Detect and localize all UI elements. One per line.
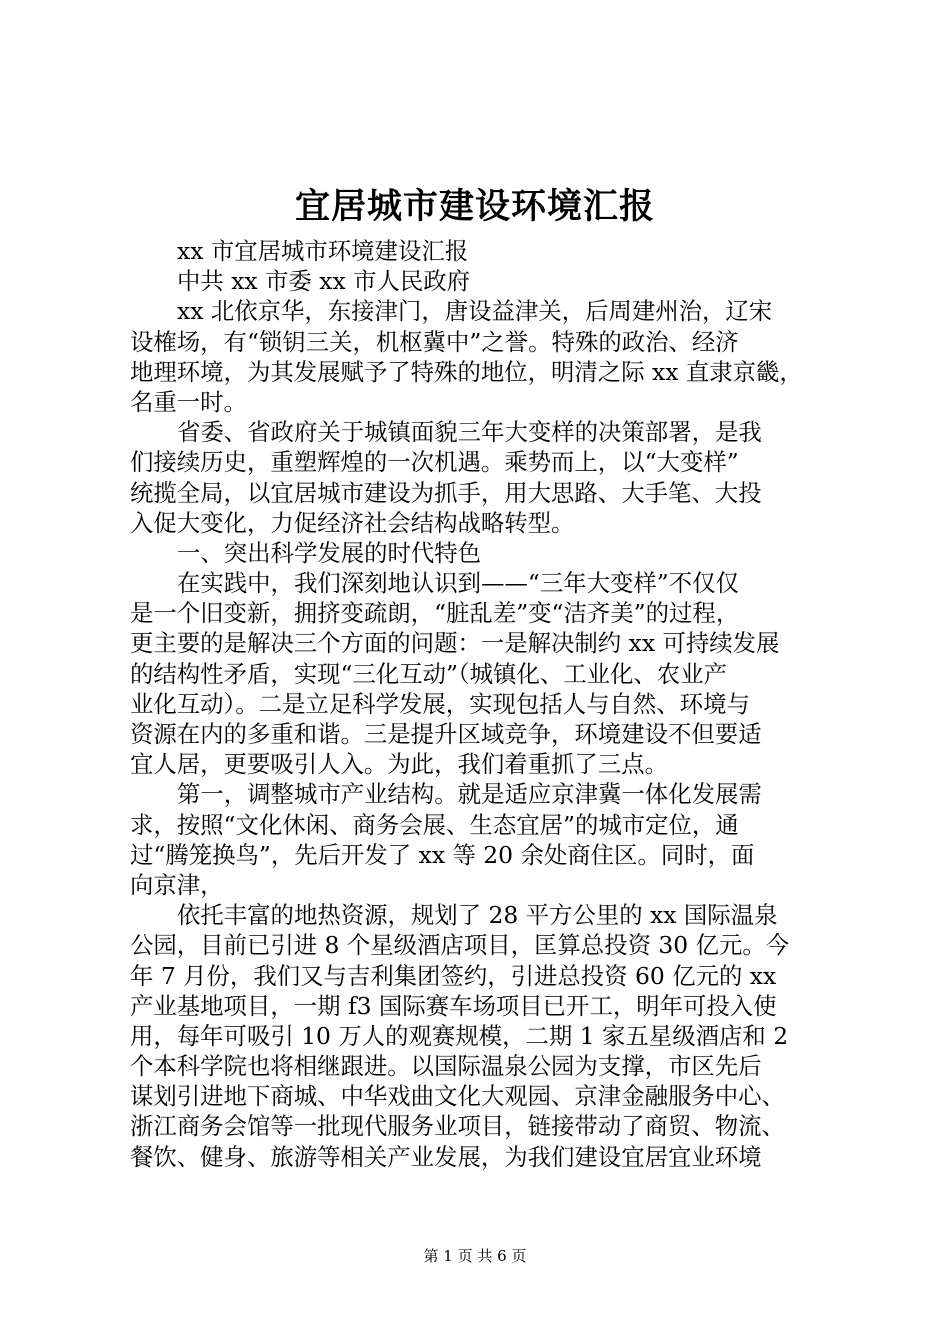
paragraph-line: 更主要的是解决三个方面的问题：一是解决制约 xx 可持续发展 bbox=[130, 629, 780, 658]
paragraph-line: 资源在内的多重和谐。三是提升区域竞争，环境建设不但要适 bbox=[130, 720, 762, 748]
paragraph-line: xx 北依京华，东接津门，唐设益津关，后周建州治，辽宋 bbox=[177, 297, 773, 326]
paragraph-line: 的结构性矛盾，实现“三化互动”（城镇化、工业化、农业产 bbox=[130, 659, 727, 688]
paragraph-line: 地理环境，为其发展赋予了特殊的地位，明清之际 xx 直隶京畿， bbox=[130, 357, 803, 386]
paragraph-line: 宜人居，更要吸引人入。为此，我们着重抓了三点。 bbox=[130, 750, 668, 779]
paragraph-line: 年 7 月份，我们又与吉利集团签约，引进总投资 60 亿元的 xx bbox=[130, 961, 777, 990]
paragraph-line: 统揽全局，以宜居城市建设为抓手，用大思路、大手笔、大投 bbox=[130, 478, 762, 507]
paragraph-line: 个本科学院也将相继跟进。以国际温泉公园为支撑，市区先后 bbox=[130, 1052, 762, 1081]
section-heading: 一、突出科学发展的时代特色 bbox=[177, 538, 482, 567]
paragraph-line: 业化互动）。二是立足科学发展，实现包括人与自然、环境与 bbox=[130, 689, 750, 718]
paragraph-line: 入促大变化，力促经济社会结构战略转型。 bbox=[130, 508, 575, 537]
page-number-footer: 第 1 页 共 6 页 bbox=[423, 1247, 527, 1265]
paragraph-line: 设榷场，有“锁钥三关，机枢冀中”之誉。特殊的政治、经济 bbox=[130, 327, 739, 356]
paragraph-line: 是一个旧变新，拥挤变疏朗，“脏乱差”变“洁齐美”的过程， bbox=[130, 599, 740, 628]
paragraph-line: 用，每年可吸引 10 万人的观赛规模，二期 1 家五星级酒店和 2 bbox=[130, 1021, 789, 1050]
paragraph-line: 名重一时。 bbox=[130, 387, 247, 416]
paragraph-line: 过“腾笼换鸟”，先后开发了 xx 等 20 余处商住区。同时，面 bbox=[130, 840, 755, 869]
paragraph-line: 中共 xx 市委 xx 市人民政府 bbox=[177, 267, 471, 296]
paragraph-line: 依托丰富的地热资源，规划了 28 平方公里的 xx 国际温泉 bbox=[177, 901, 778, 930]
paragraph-line: 谋划引进地下商城、中华戏曲文化大观园、京津金融服务中心、 bbox=[130, 1082, 785, 1111]
paragraph-line: 求，按照“文化休闲、商务会展、生态宜居”的城市定位，通 bbox=[130, 810, 739, 839]
paragraph-line: xx 市宜居城市环境建设汇报 bbox=[177, 237, 469, 265]
paragraph-line: 在实践中，我们深刻地认识到——“三年大变样”不仅仅 bbox=[177, 569, 739, 598]
paragraph-line: 浙江商务会馆等一批现代服务业项目，链接带动了商贸、物流、 bbox=[130, 1112, 785, 1141]
paragraph-line: 公园，目前已引进 8 个星级酒店项目，匡算总投资 30 亿元。今 bbox=[130, 931, 790, 960]
paragraph-line: 们接续历史，重塑辉煌的一次机遇。乘势而上，以“大变样” bbox=[130, 448, 739, 477]
paragraph-line: 向京津， bbox=[130, 870, 224, 899]
document-body bbox=[130, 236, 830, 1172]
paragraph-line: 第一，调整城市产业结构。就是适应京津冀一体化发展需 bbox=[177, 780, 762, 809]
document-title: 宜居城市建设环境汇报 bbox=[294, 186, 655, 227]
paragraph-line: 省委、省政府关于城镇面貌三年大变样的决策部署，是我 bbox=[177, 418, 762, 447]
paragraph-line: 餐饮、健身、旅游等相关产业发展，为我们建设宜居宜业环境 bbox=[130, 1142, 762, 1171]
paragraph-line: 产业基地项目，一期 f3 国际赛车场项目已开工，明年可投入使 bbox=[130, 991, 777, 1020]
